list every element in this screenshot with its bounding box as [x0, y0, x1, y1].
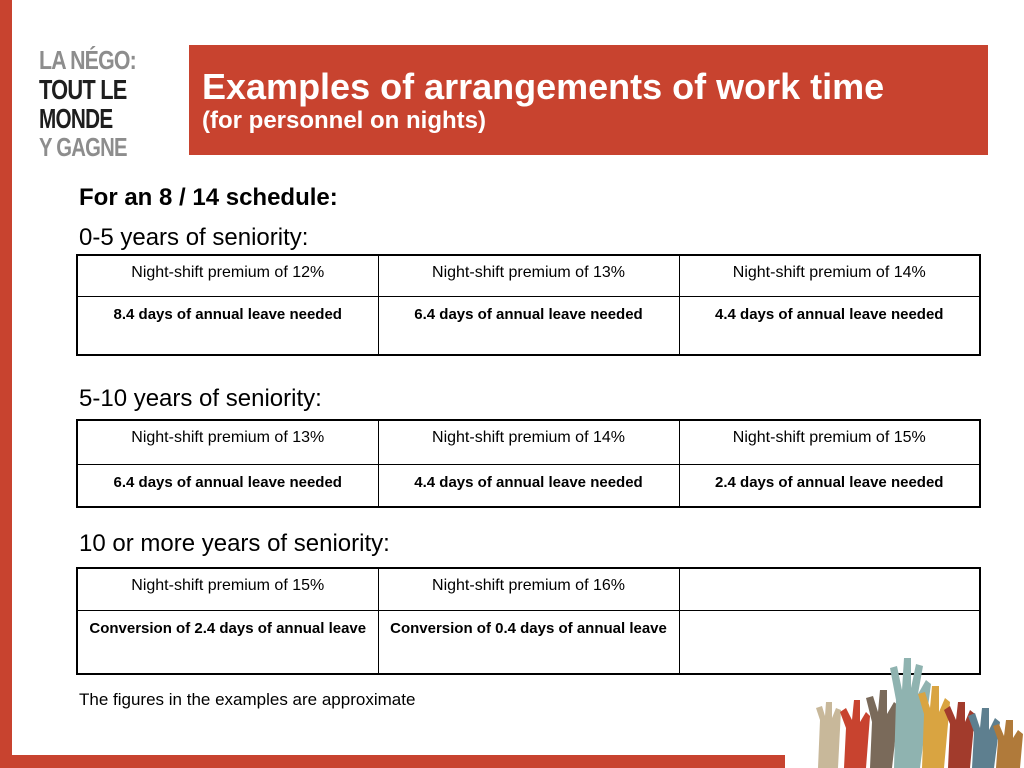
result-cell: 8.4 days of annual leave needed	[77, 296, 378, 355]
footnote: The figures in the examples are approximate	[79, 690, 416, 709]
table-row-premiums	[77, 255, 980, 296]
hand-icon	[968, 708, 1000, 768]
bottom-accent-bar	[0, 755, 785, 768]
hand-icon	[866, 690, 899, 768]
title-banner	[189, 45, 988, 155]
premium-cell: Night-shift premium of 15%	[679, 420, 980, 464]
logo-line-2: TOUT LE	[39, 74, 127, 105]
logo	[39, 46, 151, 162]
table-row-results	[77, 464, 980, 507]
table-row-premiums	[77, 568, 980, 610]
section-heading-5-10: 5-10 years of seniority:	[79, 385, 322, 412]
schedule-heading: For an 8 / 14 schedule:	[79, 184, 338, 211]
slide-title: Examples of arrangements of work time	[202, 66, 885, 107]
result-cell: 4.4 days of annual leave needed	[378, 464, 679, 507]
premium-cell: Night-shift premium of 13%	[378, 255, 679, 296]
logo-line-1: LA NÉGO:	[39, 45, 136, 75]
result-cell: Conversion of 2.4 days of annual leave	[77, 610, 378, 674]
premium-cell: Night-shift premium of 16%	[378, 568, 679, 610]
premium-cell: Night-shift premium of 14%	[378, 420, 679, 464]
result-cell: 2.4 days of annual leave needed	[679, 464, 980, 507]
hand-icon	[816, 702, 841, 768]
premium-cell	[679, 568, 980, 610]
premium-cell: Night-shift premium of 13%	[77, 420, 378, 464]
logo-line-4: Y GAGNE	[39, 132, 127, 162]
left-accent-bar	[0, 0, 12, 768]
raised-hands-illustration	[810, 650, 1024, 768]
hand-icon	[840, 700, 870, 768]
section-heading-0-5: 0-5 years of seniority:	[79, 224, 309, 251]
result-cell: Conversion of 0.4 days of annual leave	[378, 610, 679, 674]
table-row-results	[77, 296, 980, 355]
section-heading-10-plus: 10 or more years of seniority:	[79, 530, 390, 557]
hand-icon	[993, 720, 1023, 768]
table-row-premiums	[77, 420, 980, 464]
slide-subtitle: (for personnel on nights)	[202, 107, 486, 134]
result-cell: 4.4 days of annual leave needed	[679, 296, 980, 355]
premium-cell: Night-shift premium of 12%	[77, 255, 378, 296]
logo-line-3: MONDE	[39, 103, 113, 134]
premium-cell: Night-shift premium of 14%	[679, 255, 980, 296]
result-cell: 6.4 days of annual leave needed	[77, 464, 378, 507]
table-seniority-0-5	[76, 254, 981, 356]
premium-cell: Night-shift premium of 15%	[77, 568, 378, 610]
result-cell: 6.4 days of annual leave needed	[378, 296, 679, 355]
hand-icon	[944, 702, 975, 768]
table-seniority-5-10	[76, 419, 981, 508]
